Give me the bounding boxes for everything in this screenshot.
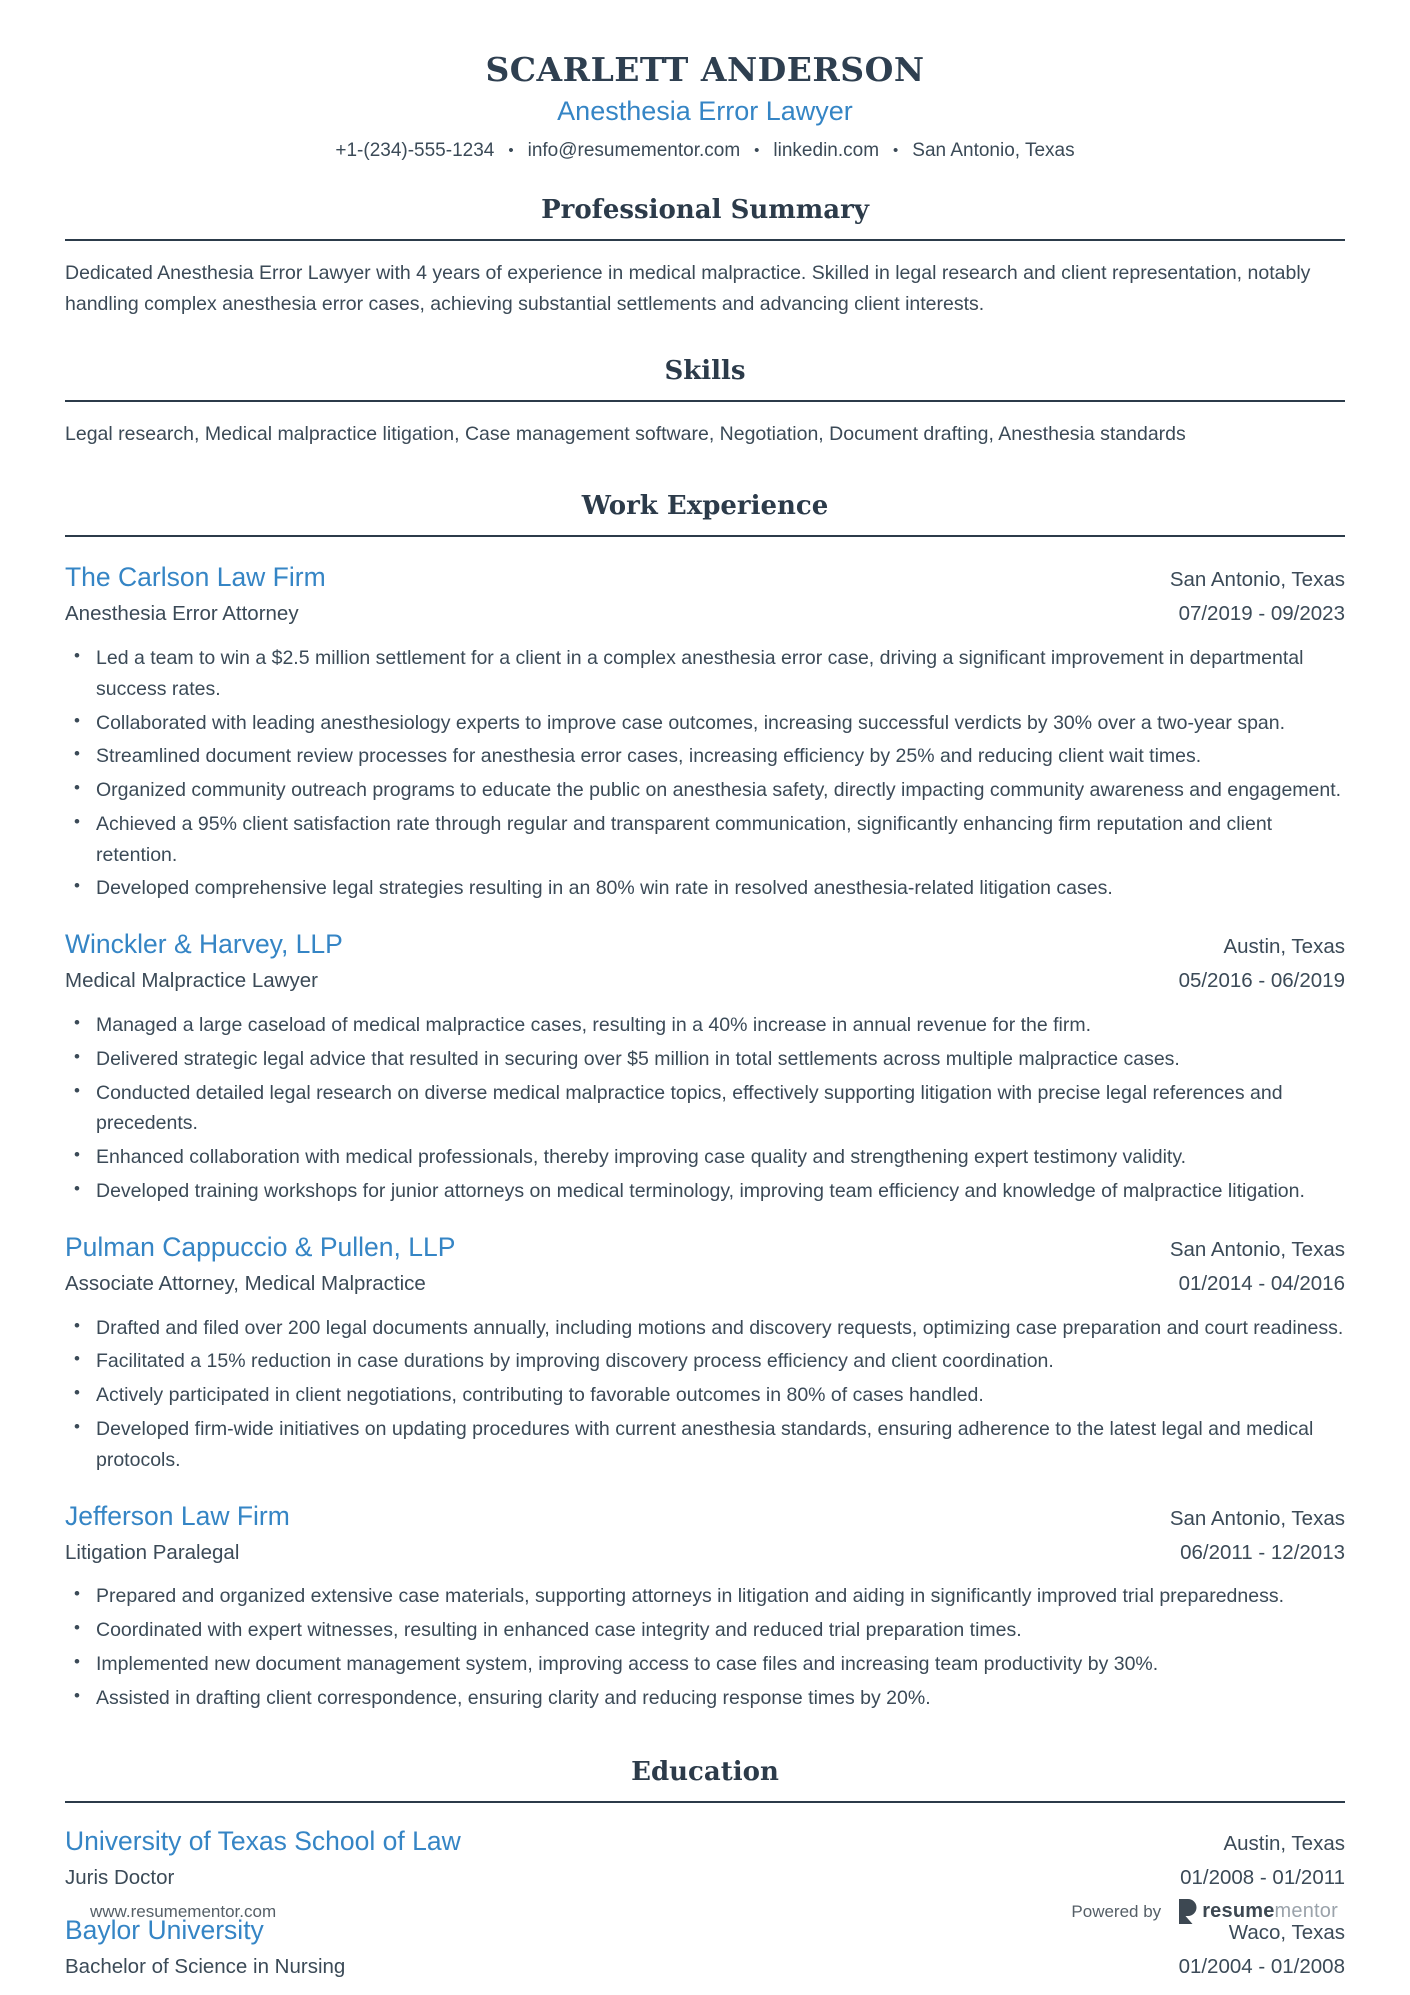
- job-company: Pulman Cappuccio & Pullen, LLP: [65, 1231, 456, 1262]
- job-bullet: • Actively participated in client negotiations, contributing to favorable outcomes in 80% of cases handled.: [65, 1380, 1345, 1411]
- education-sub-row: [65, 1865, 1345, 1892]
- dot-separator-icon: •: [508, 142, 514, 160]
- job-bullet: • Delivered strategic legal advice that resulted in securing over $5 million in total settlements across multiple malpractice cases.: [65, 1044, 1345, 1075]
- job-bullet: • Assisted in drafting client correspondence, ensuring clarity and reducing response times by 20%.: [65, 1683, 1345, 1714]
- job-bullet: • Implemented new document management system, improving access to case files and increasing team productivity by 30%.: [65, 1649, 1345, 1680]
- job-bullet: • Developed training workshops for junior attorneys on medical terminology, improving team efficiency and knowledge of malpractice litigation.: [65, 1176, 1345, 1207]
- education-location: Austin, Texas: [1223, 1832, 1345, 1856]
- section-heading-education: Education: [631, 1756, 779, 1787]
- skills-text: Legal research, Medical malpractice litigation, Case management software, Negotiation, Document drafting, Anesthesia standards: [65, 423, 1186, 446]
- contact-location: San Antonio, Texas: [912, 139, 1075, 161]
- contact-row: [65, 140, 1345, 162]
- education-school: Baylor University: [65, 1914, 264, 1945]
- education-head-row: [65, 1825, 1345, 1858]
- education-entry: [65, 1825, 1345, 1892]
- contact-email: info@resumementor.com: [527, 139, 741, 161]
- job-sub-row: [65, 601, 1345, 628]
- brand-text: [1202, 1900, 1338, 1923]
- powered-by: [1071, 1898, 1338, 1925]
- job-bullet: • Developed comprehensive legal strategies resulting in an 80% win rate in resolved anesthesia-related litigation cases.: [65, 873, 1345, 904]
- dot-separator-icon: •: [754, 142, 760, 160]
- job-dates: 06/2011 - 12/2013: [1180, 1540, 1345, 1564]
- job-bullet: • Enhanced collaboration with medical professionals, thereby improving case quality and strengthening expert testimony validity.: [65, 1142, 1345, 1173]
- contact-phone: +1-(234)-555-1234: [335, 139, 495, 161]
- contact-linkedin: linkedin.com: [773, 139, 880, 161]
- job-role: Litigation Paralegal: [65, 1540, 240, 1564]
- job-bullet: • Drafted and filed over 200 legal documents annually, including motions and discovery requests, optimizing case preparation and court readiness.: [65, 1313, 1345, 1344]
- job-bullet-list: [65, 1010, 1345, 1207]
- education-dates: 01/2008 - 01/2011: [1180, 1866, 1345, 1890]
- footer-website: www.resumementor.com: [90, 1901, 277, 1921]
- job-sub-row: [65, 1540, 1345, 1567]
- job-location: Austin, Texas: [1223, 935, 1345, 959]
- education-location: Waco, Texas: [1228, 1920, 1345, 1944]
- job-bullet: • Collaborated with leading anesthesiology experts to improve case outcomes, increasing successful verdicts by 30% over a two-year span.: [65, 708, 1345, 739]
- job-bullet: • Coordinated with expert witnesses, resulting in enhanced case integrity and reduced trial preparation times.: [65, 1615, 1345, 1646]
- education-degree: Bachelor of Science in Nursing: [65, 1954, 346, 1978]
- section-heading-work-experience: Work Experience: [581, 490, 829, 521]
- section-rule: [65, 239, 1345, 241]
- section-heading-skills: Skills: [664, 355, 746, 386]
- education-dates: 01/2004 - 01/2008: [1178, 1954, 1345, 1978]
- dot-separator-icon: •: [893, 142, 899, 160]
- section-rule: [65, 535, 1345, 537]
- education-degree: Juris Doctor: [65, 1866, 175, 1890]
- job-sub-row: [65, 1271, 1345, 1298]
- brand-text-light: mentor: [1274, 1900, 1338, 1922]
- job-company: The Carlson Law Firm: [65, 562, 326, 593]
- resumementor-logo[interactable]: [1175, 1898, 1338, 1925]
- job-head-row: [65, 1500, 1345, 1533]
- candidate-title: Anesthesia Error Lawyer: [557, 95, 853, 126]
- resumementor-logo-icon: [1175, 1898, 1197, 1925]
- job-sub-row: [65, 968, 1345, 995]
- job-dates: 01/2014 - 04/2016: [1178, 1271, 1345, 1295]
- job-dates: 05/2016 - 06/2019: [1178, 969, 1345, 993]
- job-role: Anesthesia Error Attorney: [65, 602, 299, 626]
- section-education: [65, 1756, 1345, 1981]
- job-entry: [65, 561, 1345, 904]
- job-head-row: [65, 561, 1345, 594]
- job-dates: 07/2019 - 09/2023: [1178, 602, 1345, 626]
- job-bullet: • Streamlined document review processes for anesthesia error cases, increasing efficiency by 25% and reducing client wait times.: [65, 741, 1345, 772]
- powered-by-label: Powered by: [1071, 1901, 1162, 1921]
- job-entry: [65, 1231, 1345, 1476]
- section-work-experience: [65, 490, 1345, 1714]
- job-bullet: • Prepared and organized extensive case materials, supporting attorneys in litigation and aiding in significantly improved trial preparedness.: [65, 1581, 1345, 1612]
- job-role: Medical Malpractice Lawyer: [65, 969, 318, 993]
- job-head-row: [65, 928, 1345, 961]
- job-bullet: • Developed firm-wide initiatives on updating procedures with current anesthesia standards, ensuring adherence to the latest legal and medical protocols.: [65, 1414, 1345, 1476]
- job-bullet-list: [65, 643, 1345, 904]
- job-location: San Antonio, Texas: [1169, 1237, 1345, 1261]
- job-location: San Antonio, Texas: [1169, 568, 1345, 592]
- summary-text: Dedicated Anesthesia Error Lawyer with 4 years of experience in medical malpractice. Skilled in legal research and client representation, notably handling complex anesthesia error cases, achieving substantial settlements and advancing client interests.: [65, 262, 1311, 315]
- brand-text-bold: resume: [1202, 1900, 1275, 1922]
- job-bullet: • Organized community outreach programs to educate the public on anesthesia safety, directly impacting community awareness and engagement.: [65, 775, 1345, 806]
- job-head-row: [65, 1231, 1345, 1264]
- job-bullet: • Conducted detailed legal research on diverse medical malpractice topics, effectively supporting litigation with precise legal references and precedents.: [65, 1078, 1345, 1140]
- job-bullet: • Managed a large caseload of medical malpractice cases, resulting in a 40% increase in annual revenue for the firm.: [65, 1010, 1345, 1041]
- candidate-name: SCARLETT ANDERSON: [485, 50, 925, 89]
- job-company: Winckler & Harvey, LLP: [65, 929, 343, 960]
- job-bullet-list: [65, 1313, 1345, 1476]
- education-sub-row: [65, 1954, 1345, 1981]
- job-bullet: • Led a team to win a $2.5 million settlement for a client in a complex anesthesia error case, driving a significant improvement in departmental success rates.: [65, 643, 1345, 705]
- section-rule: [65, 1801, 1345, 1803]
- section-skills: [65, 355, 1345, 450]
- job-location: San Antonio, Texas: [1169, 1506, 1345, 1530]
- job-bullet-list: [65, 1581, 1345, 1713]
- job-bullet: • Facilitated a 15% reduction in case durations by improving discovery process efficiency and client coordination.: [65, 1346, 1345, 1377]
- education-school: University of Texas School of Law: [65, 1826, 461, 1857]
- section-professional-summary: [65, 194, 1345, 319]
- job-company: Jefferson Law Firm: [65, 1500, 290, 1531]
- section-heading-summary: Professional Summary: [541, 194, 869, 225]
- job-entry: [65, 928, 1345, 1207]
- section-rule: [65, 400, 1345, 402]
- job-bullet: • Achieved a 95% client satisfaction rate through regular and transparent communication, significantly enhancing firm reputation and client retention.: [65, 809, 1345, 871]
- page-footer: [90, 1898, 1338, 1925]
- job-role: Associate Attorney, Medical Malpractice: [65, 1271, 426, 1295]
- job-entry: [65, 1500, 1345, 1714]
